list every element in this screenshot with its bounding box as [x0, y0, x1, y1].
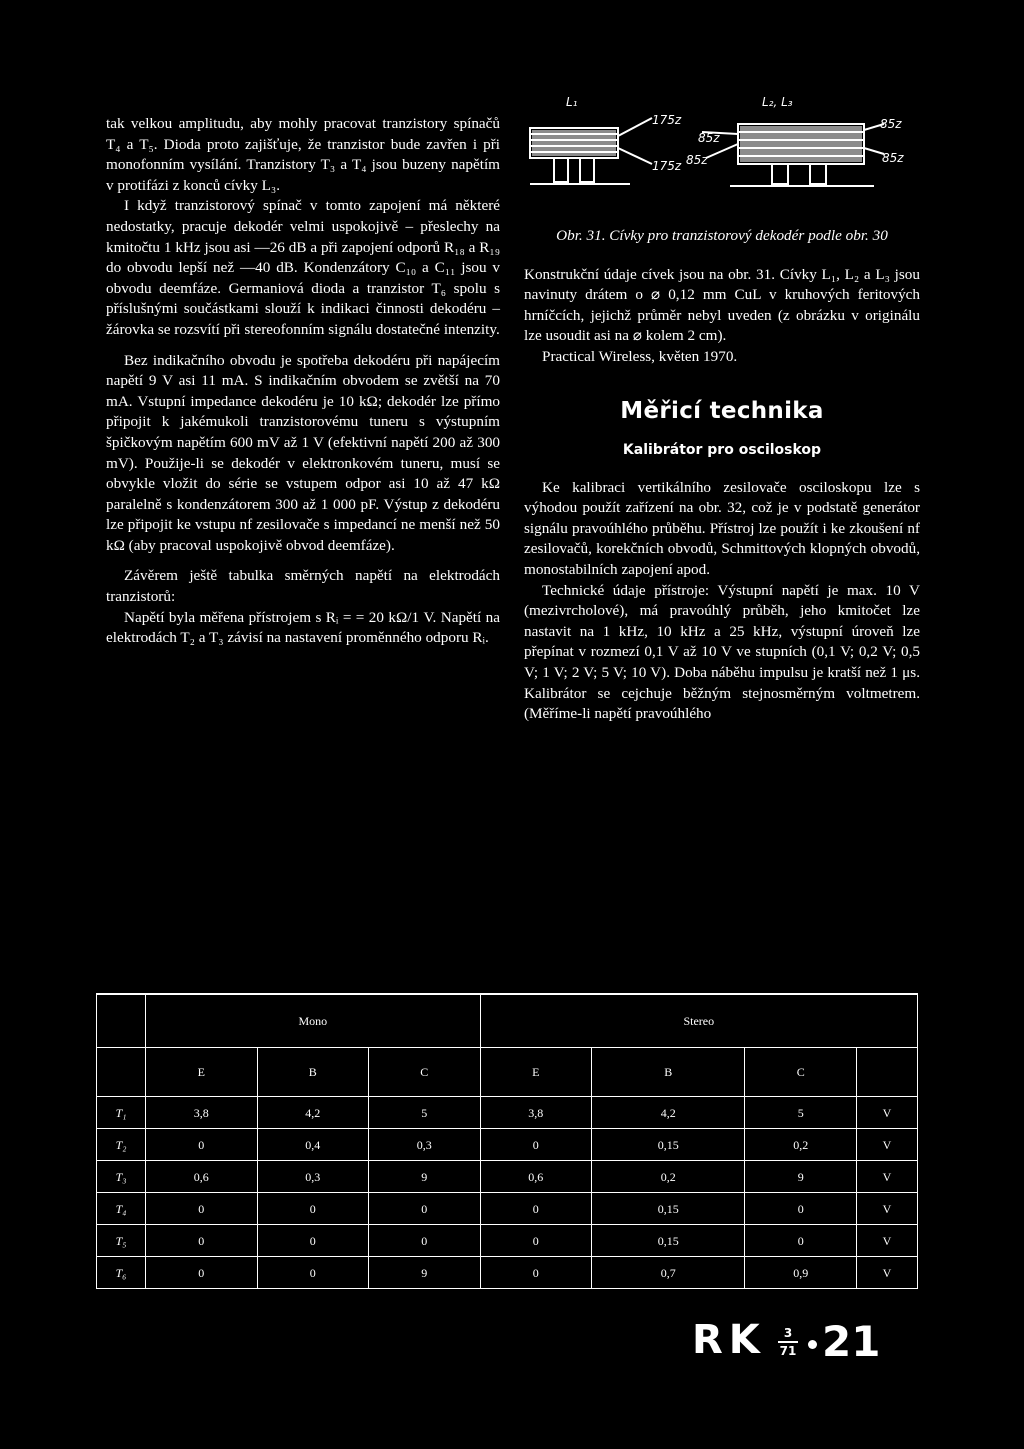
table-column-header: B [592, 1048, 745, 1097]
unit-cell: V [857, 1193, 918, 1225]
turns-label: 85z [882, 151, 904, 165]
table-cell: 0,15 [592, 1193, 745, 1225]
table-cell: 0,3 [369, 1129, 481, 1161]
transistor-label: T₆ [97, 1257, 146, 1289]
table-cell: 5 [369, 1097, 481, 1129]
turns-label: 175z [652, 113, 682, 127]
table-cell: 0 [369, 1225, 481, 1257]
table-cell: 0 [480, 1225, 592, 1257]
voltage-table-wrap [96, 993, 922, 1289]
issue-month: 3 [783, 1326, 793, 1340]
separator-dot [808, 1340, 817, 1349]
table-cell: 0 [745, 1193, 857, 1225]
table-column-header: E [146, 1048, 258, 1097]
table-column-header: E [480, 1048, 592, 1097]
paragraph: tak velkou amplitudu, aby mohly pracovat tranzistory spínačů T₄ a T₅. Dioda proto zajišťuje, že tranzistor bude zavřen i při monofonním vysílání. Tranzistory T₃ a T₄ jsou buzeny napětím v protifázi z konců cívky L₃. [106, 115, 500, 194]
turns-label: 85z [698, 131, 720, 145]
table-cell: 0,6 [146, 1161, 258, 1193]
issue-year: 71 [779, 1344, 797, 1358]
table-cell: 0,3 [257, 1161, 369, 1193]
table-cell: 0 [257, 1225, 369, 1257]
table-unit-header [857, 1048, 918, 1097]
table-cell: 9 [369, 1257, 481, 1289]
table-cell: 0 [146, 1129, 258, 1161]
table-cell: 3,8 [480, 1097, 592, 1129]
table-cell: 0,15 [592, 1225, 745, 1257]
article-title: Kalibrátor pro osciloskop [622, 441, 822, 458]
unit-cell: V [857, 1225, 918, 1257]
paragraph: Napětí byla měřena přístrojem s Rᵢ = = 20 kΩ/1 V. Napětí na elektrodách T₂ a T₃ závisí na nastavení proměnného odporu Rᵢ. [106, 608, 500, 647]
page-number: 21 [822, 1317, 881, 1366]
table-row [97, 1161, 918, 1193]
unit-cell: V [857, 1129, 918, 1161]
coil-l2-l3-label: L₂, L₃ [762, 95, 793, 109]
table-cell: 0 [257, 1257, 369, 1289]
magazine-logo: R K [692, 1317, 756, 1363]
unit-cell: V [857, 1097, 918, 1129]
paragraph: Závěrem ještě tabulka směrných napětí na elektrodách tranzistorů: [106, 567, 500, 606]
page-footer [692, 1318, 912, 1378]
table-cell: 0 [745, 1225, 857, 1257]
table-cell: 5 [745, 1097, 857, 1129]
table-cell: 4,2 [592, 1097, 745, 1129]
turns-label: 85z [686, 153, 708, 167]
coil-notes [524, 265, 920, 368]
unit-cell: V [857, 1257, 918, 1289]
table-row [97, 1129, 918, 1161]
left-column [106, 114, 500, 649]
table-cell: 0,9 [745, 1257, 857, 1289]
issue-number [778, 1326, 798, 1358]
transistor-label: T₁ [97, 1097, 146, 1129]
table-cell: 0,2 [745, 1129, 857, 1161]
paragraph: Technické údaje přístroje: Výstupní napětí je max. 10 V (mezivrcholové), má pravoúhlý průběh, jeho kmitočet lze nastavit na 1 kHz, 10 kHz a 25 kHz, výstupní úroveň lze přepínat v rozmezí 0,1 V až 10 V ve stupních (0,1 V; 0,2 V; 0,5 V; 1 V; 2 V; 5 V; 10 V). Doba náběhu impulsu je kratší než 1 μs. Kalibrátor se cejchuje běžným stejnosměrným voltmetrem. (Měříme-li napětí pravoúhlého [524, 581, 920, 723]
table-group-header: Mono [146, 994, 481, 1048]
paragraph: Bez indikačního obvodu je spotřeba dekodéru při napájecím napětí 9 V asi 11 mA. S indikačním obvodem se zvětší na 70 mA. Vstupní impedance dekodéru je 10 kΩ; dekodér lze přímo připojit k jakémukoli tranzistorovému tuneru s výstupním špičkovým napětím 600 mV až 1 V (efektivní napětí 200 až 300 mV). Použije-li se dekodér v elektronkovém tuneru, musí se obvykle vložit do série se vstupem odpor asi 10 až 47 kΩ paralelně s kondenzátorem 300 až 1 000 pF. Výstup z dekodéru lze připojit ke vstupu nf zesilovače s impedancí ne menší než 50 kΩ (aby pracoval uspokojivě obvod deemfáze). [106, 351, 500, 554]
table-cell: 0 [369, 1193, 481, 1225]
table-cell: 0 [146, 1193, 258, 1225]
section-title: Měřicí technika [620, 397, 824, 424]
transistor-label: T₂ [97, 1129, 146, 1161]
table-corner [97, 1048, 146, 1097]
table-row [97, 1257, 918, 1289]
transistor-label: T₅ [97, 1225, 146, 1257]
table-cell: 3,8 [146, 1097, 258, 1129]
table-corner [97, 994, 146, 1048]
table-body [97, 1097, 918, 1289]
table-row [97, 1097, 918, 1129]
unit-cell: V [857, 1161, 918, 1193]
voltage-table [96, 993, 918, 1289]
table-cell: 0 [480, 1193, 592, 1225]
table-cell: 0 [480, 1257, 592, 1289]
table-cell: 0,15 [592, 1129, 745, 1161]
table-cell: 9 [369, 1161, 481, 1193]
table-cell: 9 [745, 1161, 857, 1193]
article-body [524, 478, 920, 725]
right-column [524, 88, 920, 725]
table-group-header: Stereo [480, 994, 917, 1048]
coil-l1-label: L₁ [566, 95, 578, 109]
coil-drawing [524, 88, 920, 218]
coil-figure [524, 88, 920, 218]
transistor-label: T₄ [97, 1193, 146, 1225]
table-cell: 0 [480, 1129, 592, 1161]
table-cell: 4,2 [257, 1097, 369, 1129]
table-cell: 0 [146, 1225, 258, 1257]
table-cell: 0,6 [480, 1161, 592, 1193]
table-row [97, 1225, 918, 1257]
table-column-header: B [257, 1048, 369, 1097]
table-row [97, 1193, 918, 1225]
turns-label: 175z [652, 159, 682, 173]
table-column-header: C [369, 1048, 481, 1097]
table-cell: 0,4 [257, 1129, 369, 1161]
turns-label: 85z [880, 117, 902, 131]
table-cell: 0,7 [592, 1257, 745, 1289]
figure-caption: Obr. 31. Cívky pro tranzistorový dekodér podle obr. 30 [556, 227, 888, 244]
source-citation: Practical Wireless, květen 1970. [542, 347, 738, 365]
table-cell: 0 [257, 1193, 369, 1225]
table-cell: 0 [146, 1257, 258, 1289]
paragraph: Ke kalibraci vertikálního zesilovače osciloskopu lze s výhodou použít zařízení na obr. 32, což je v podstatě generátor signálu pravoúhlého průběhu. Přístroj lze použít i ke zkoušení nf zesilovačů, korekčních obvodů, Schmittových klopných obvodů, monostabilních zapojení apod. [524, 478, 920, 578]
table-cell: 0,2 [592, 1161, 745, 1193]
table-column-header: C [745, 1048, 857, 1097]
transistor-label: T₃ [97, 1161, 146, 1193]
paragraph: I když tranzistorový spínač v tomto zapojení má některé nedostatky, pracuje dekodér velmi uspokojivě – přeslechy na kmitočtu 1 kHz jsou asi —26 dB a při zapojení odporů R₁₈ a R₁₉ do obvodu lepší než —40 dB. Kondenzátory C₁₀ a C₁₁ jsou v obvodu deemfáze. Germaniová dioda a tranzistor T₆ spolu s příslušnými součástkami slouží k indikaci činnosti dekodéru – žárovka se rozsvítí při stereofonním signálu dostatečné intenzity. [106, 197, 500, 338]
paragraph: Konstrukční údaje cívek jsou na obr. 31. Cívky L₁, L₂ a L₃ jsou navinuty drátem o ⌀ 0,12 mm CuL v kruhových feritových hrníčcích, jejichž průměr nebyl uveden (z obrázku v originálu lze usoudit asi na ⌀ kolem 2 cm). [524, 265, 920, 345]
